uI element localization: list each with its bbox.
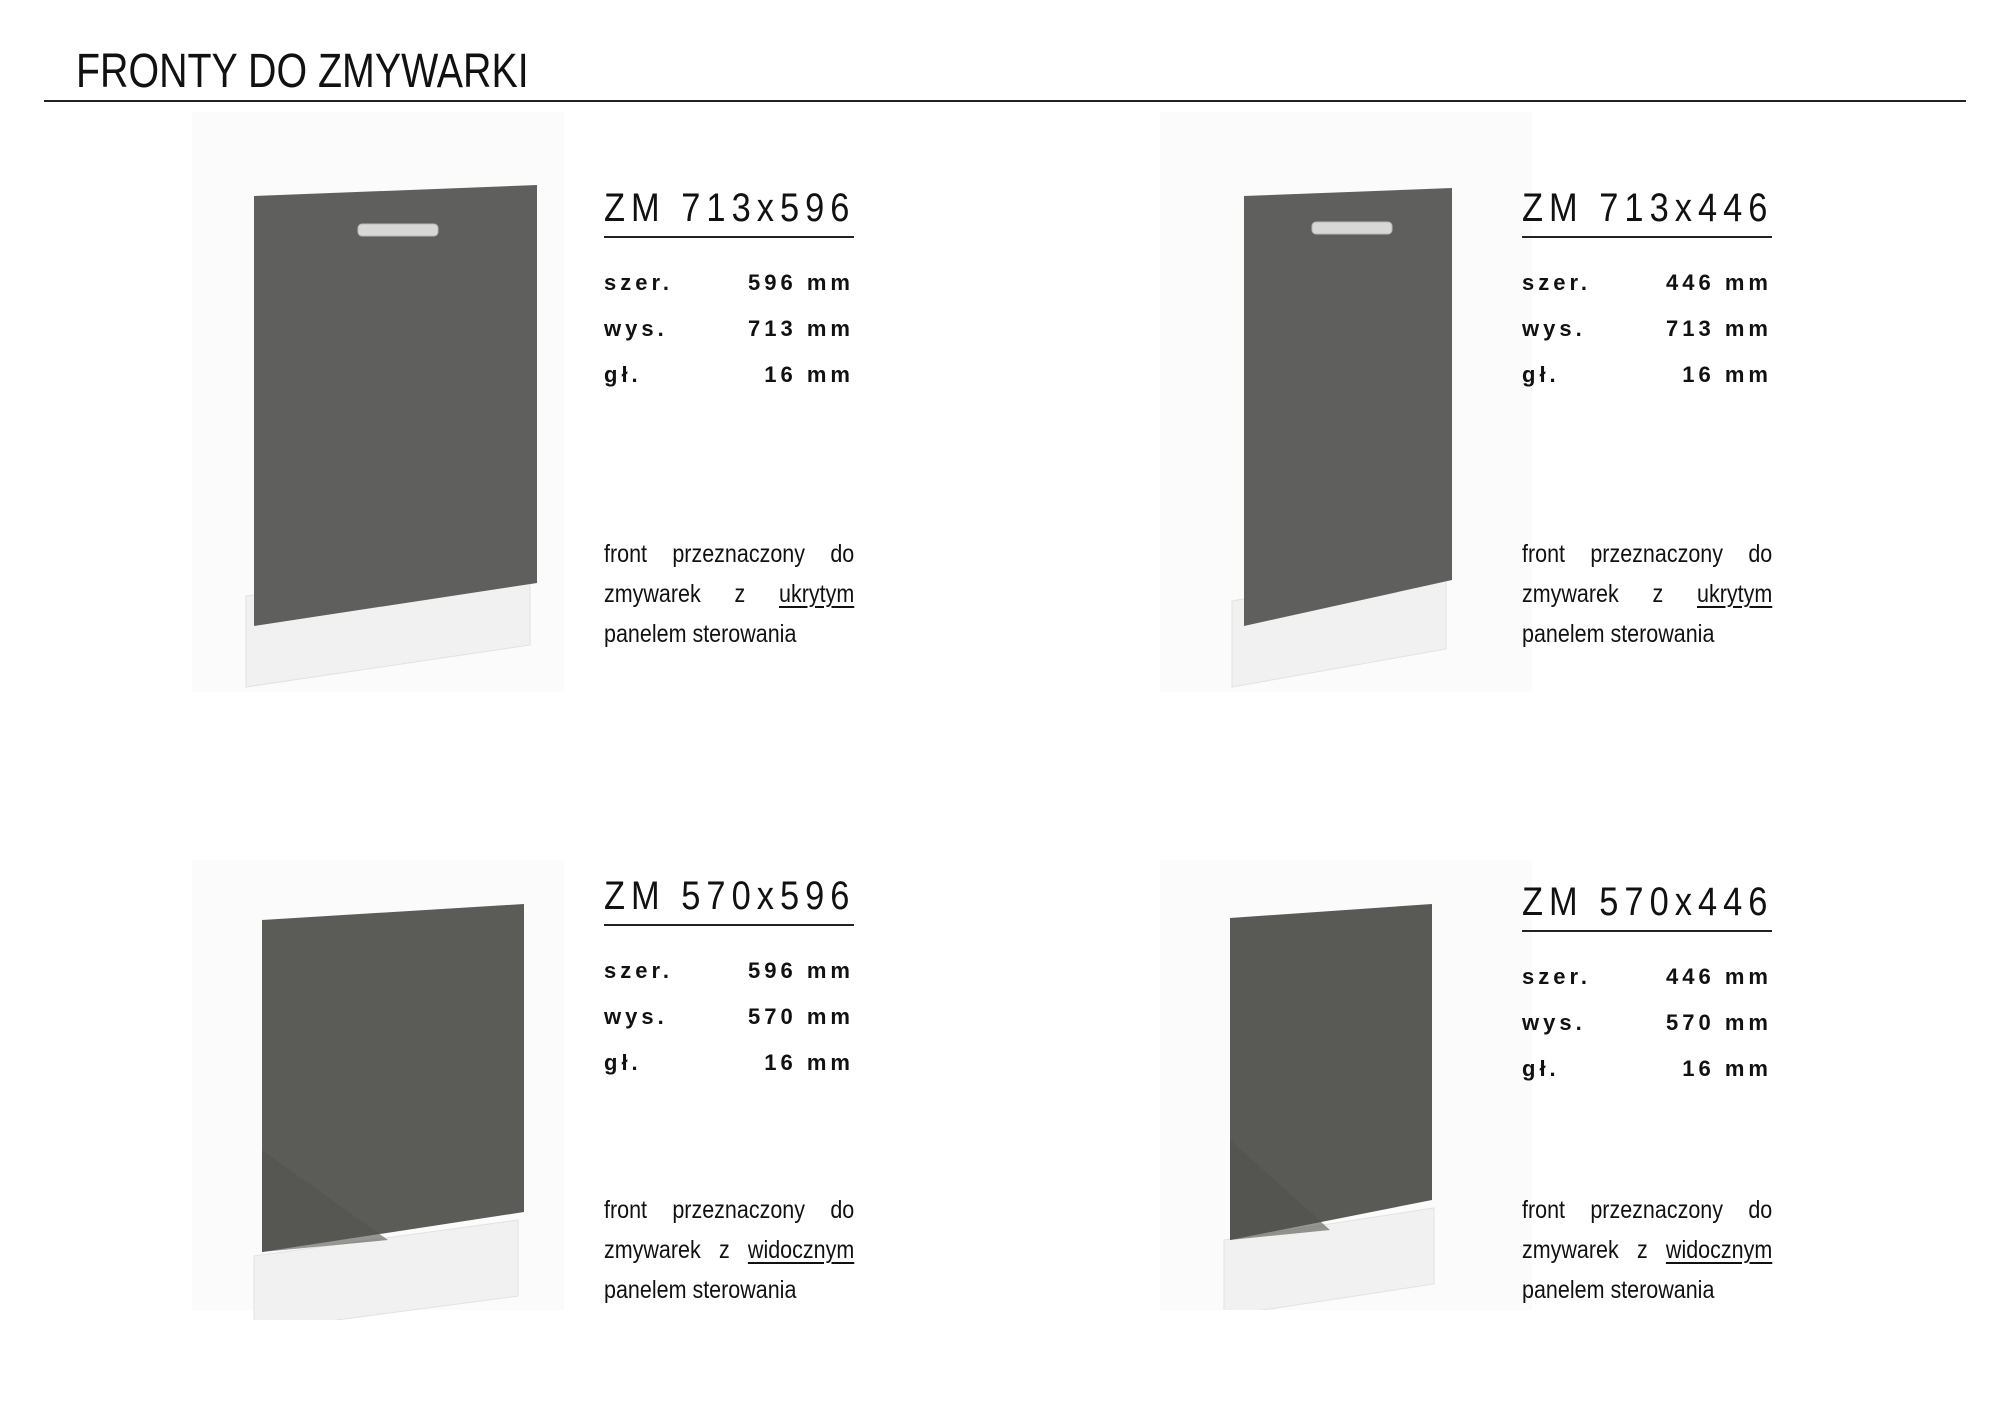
handle-icon — [358, 224, 438, 236]
spec-value: 16 mm — [1682, 362, 1772, 387]
description-highlight: ukrytym — [779, 580, 855, 608]
spec-row-width — [604, 958, 854, 988]
product-code: ZM 570x446 — [1522, 880, 1774, 924]
dishwasher-front-with-handle-image — [1226, 180, 1476, 700]
spec-label: wys. — [604, 316, 668, 341]
spec-row-depth — [1522, 1056, 1772, 1086]
title-divider — [44, 100, 1966, 102]
spec-label: wys. — [1522, 1010, 1586, 1035]
spec-label: szer. — [604, 270, 673, 295]
spec-label: szer. — [604, 958, 673, 983]
spec-label: gł. — [1522, 362, 1560, 387]
description-highlight: ukrytym — [1697, 580, 1773, 608]
dishwasher-front-with-handle-image — [240, 180, 540, 700]
spec-value: 570 mm — [1666, 1010, 1772, 1035]
product-description: front przeznaczony do zmywarek z widocznym panelem sterowania — [1522, 1196, 1773, 1304]
spec-label: gł. — [1522, 1056, 1560, 1081]
spec-label: szer. — [1522, 270, 1591, 295]
spec-label: gł. — [604, 1050, 642, 1075]
description-highlight: widocznym — [1665, 1236, 1773, 1264]
code-underline — [1522, 930, 1772, 932]
product-code: ZM 713x596 — [604, 186, 856, 230]
spec-value: 16 mm — [764, 1050, 854, 1075]
page-title: FRONTY DO ZMYWARKI — [76, 45, 529, 98]
spec-value: 16 mm — [764, 362, 854, 387]
spec-row-height — [1522, 1010, 1772, 1040]
product-code: ZM 570x596 — [604, 874, 856, 918]
product-description: front przeznaczony do zmywarek z ukrytym panelem sterowania — [1522, 540, 1773, 648]
spec-label: wys. — [604, 1004, 668, 1029]
spec-row-depth — [1522, 362, 1772, 392]
spec-value: 570 mm — [748, 1004, 854, 1029]
code-underline — [604, 924, 854, 926]
dishwasher-front-image — [1220, 900, 1460, 1310]
handle-icon — [1312, 222, 1392, 234]
spec-row-width — [604, 270, 854, 300]
spec-row-width — [1522, 270, 1772, 300]
spec-row-width — [1522, 964, 1772, 994]
spec-value: 596 mm — [748, 958, 854, 983]
spec-label: szer. — [1522, 964, 1591, 989]
product-description: front przeznaczony do zmywarek z widocznym panelem sterowania — [604, 1196, 855, 1304]
spec-row-height — [1522, 316, 1772, 346]
spec-value: 16 mm — [1682, 1056, 1772, 1081]
spec-row-height — [604, 1004, 854, 1034]
dishwasher-front-image — [248, 900, 538, 1320]
spec-row-depth — [604, 1050, 854, 1080]
spec-value: 713 mm — [748, 316, 854, 341]
product-description: front przeznaczony do zmywarek z ukrytym panelem sterowania — [604, 540, 855, 648]
spec-value: 446 mm — [1666, 964, 1772, 989]
spec-row-height — [604, 316, 854, 346]
description-highlight: widocznym — [747, 1236, 855, 1264]
spec-label: wys. — [1522, 316, 1586, 341]
spec-label: gł. — [604, 362, 642, 387]
spec-value: 713 mm — [1666, 316, 1772, 341]
spec-row-depth — [604, 362, 854, 392]
product-code: ZM 713x446 — [1522, 186, 1774, 230]
spec-value: 446 mm — [1666, 270, 1772, 295]
code-underline — [604, 236, 854, 238]
spec-value: 596 mm — [748, 270, 854, 295]
code-underline — [1522, 236, 1772, 238]
